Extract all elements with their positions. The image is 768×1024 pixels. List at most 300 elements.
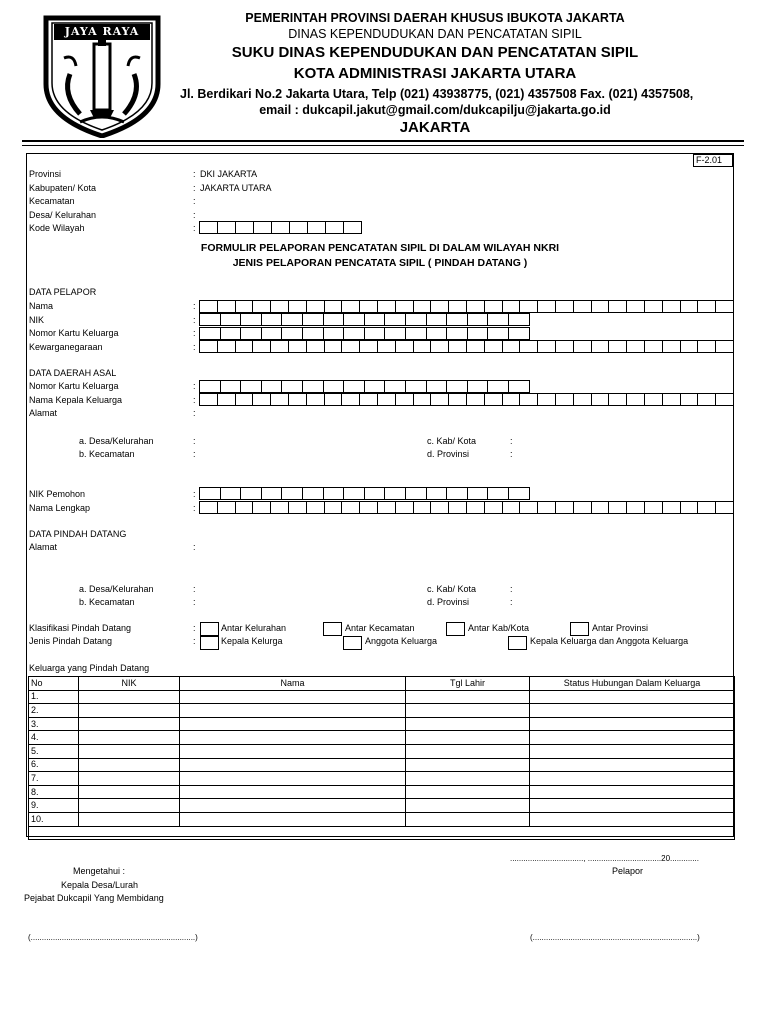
input-box[interactable] <box>591 300 610 313</box>
input-box[interactable] <box>662 501 681 514</box>
label-pindah-alamat: Alamat <box>29 542 58 552</box>
label-kode-wilayah: Kode Wilayah <box>29 223 85 233</box>
input-box[interactable] <box>324 501 343 514</box>
nama-cell[interactable] <box>180 704 406 718</box>
colon: : <box>193 210 196 220</box>
letterhead-rule-thin <box>22 145 744 146</box>
nama-cell[interactable] <box>180 690 406 704</box>
label-asal-kec: b. Kecamatan <box>79 449 135 459</box>
input-box[interactable] <box>426 327 448 340</box>
input-box[interactable] <box>413 501 432 514</box>
input-box[interactable] <box>217 501 236 514</box>
label-asal-nomor-kk: Nomor Kartu Keluarga <box>29 381 119 391</box>
input-box[interactable] <box>680 300 699 313</box>
input-box[interactable] <box>281 380 303 393</box>
nik-boxes[interactable] <box>199 313 529 326</box>
colon: : <box>510 584 513 594</box>
input-box[interactable] <box>519 501 538 514</box>
input-box[interactable] <box>467 313 489 326</box>
input-box[interactable] <box>555 340 574 353</box>
input-box[interactable] <box>555 300 574 313</box>
input-box[interactable] <box>343 221 362 234</box>
asal-nomor-kk-boxes[interactable] <box>199 380 529 393</box>
input-box[interactable] <box>519 300 538 313</box>
label-kewarganegaraan: Kewarganegaraan <box>29 342 103 352</box>
input-box[interactable] <box>487 327 509 340</box>
input-box[interactable] <box>240 327 262 340</box>
input-box[interactable] <box>626 300 645 313</box>
input-box[interactable] <box>323 487 345 500</box>
input-box[interactable] <box>508 487 530 500</box>
status-cell[interactable] <box>530 704 735 718</box>
label-nama: Nama <box>29 301 54 311</box>
input-box[interactable] <box>199 487 221 500</box>
input-box[interactable] <box>573 393 592 406</box>
input-box[interactable] <box>343 487 365 500</box>
signature-left[interactable]: (..........................................................................) <box>28 933 198 942</box>
input-box[interactable] <box>306 340 325 353</box>
nik-cell[interactable] <box>79 785 180 799</box>
input-box[interactable] <box>302 380 324 393</box>
status-cell[interactable] <box>530 731 735 745</box>
input-box[interactable] <box>697 340 716 353</box>
section-data-daerah-asal: DATA DAERAH ASAL <box>29 368 117 378</box>
input-box[interactable] <box>413 300 432 313</box>
input-box[interactable] <box>384 327 406 340</box>
input-box[interactable] <box>252 300 271 313</box>
input-box[interactable] <box>359 393 378 406</box>
checkbox-antar-kelurahan[interactable] <box>200 622 219 636</box>
input-box[interactable] <box>252 340 271 353</box>
input-box[interactable] <box>467 380 489 393</box>
input-box[interactable] <box>626 393 645 406</box>
input-box[interactable] <box>384 380 406 393</box>
tgl-lahir-cell[interactable] <box>406 731 530 745</box>
input-box[interactable] <box>240 313 262 326</box>
header-government: PEMERINTAH PROVINSI DAERAH KHUSUS IBUKOTA JAKARTA <box>245 11 625 25</box>
input-box[interactable] <box>644 300 663 313</box>
input-box[interactable] <box>487 380 509 393</box>
label-nik-pemohon: NIK Pemohon <box>29 489 86 499</box>
input-box[interactable] <box>235 340 254 353</box>
input-box[interactable] <box>519 340 538 353</box>
kode-wilayah-boxes[interactable] <box>199 221 361 234</box>
table-row <box>29 826 735 840</box>
input-box[interactable] <box>306 501 325 514</box>
input-box[interactable] <box>270 340 289 353</box>
input-box[interactable] <box>377 501 396 514</box>
input-box[interactable] <box>270 300 289 313</box>
input-box[interactable] <box>484 340 503 353</box>
input-box[interactable] <box>680 340 699 353</box>
input-box[interactable] <box>502 340 521 353</box>
input-box[interactable] <box>591 393 610 406</box>
input-box[interactable] <box>281 327 303 340</box>
input-box[interactable] <box>467 487 489 500</box>
status-cell[interactable] <box>530 690 735 704</box>
status-cell[interactable] <box>530 785 735 799</box>
input-box[interactable] <box>430 340 449 353</box>
section-data-pelapor: DATA PELAPOR <box>29 287 97 297</box>
input-box[interactable] <box>484 300 503 313</box>
label-pindah-kec: b. Kecamatan <box>79 597 135 607</box>
input-box[interactable] <box>644 501 663 514</box>
input-box[interactable] <box>359 300 378 313</box>
input-box[interactable] <box>359 340 378 353</box>
input-box[interactable] <box>323 380 345 393</box>
input-box[interactable] <box>341 393 360 406</box>
colon: : <box>510 597 513 607</box>
empty-row <box>29 826 735 840</box>
kewarganegaraan-boxes[interactable] <box>199 340 733 353</box>
input-box[interactable] <box>446 380 468 393</box>
colon: : <box>193 489 196 499</box>
input-box[interactable] <box>508 380 530 393</box>
input-box[interactable] <box>217 393 236 406</box>
input-box[interactable] <box>519 393 538 406</box>
nama-cell[interactable] <box>180 744 406 758</box>
input-box[interactable] <box>448 501 467 514</box>
input-box[interactable] <box>413 393 432 406</box>
input-box[interactable] <box>467 327 489 340</box>
nama-cell[interactable] <box>180 772 406 786</box>
input-box[interactable] <box>288 393 307 406</box>
input-box[interactable] <box>302 327 324 340</box>
input-box[interactable] <box>270 501 289 514</box>
input-box[interactable] <box>395 393 414 406</box>
input-box[interactable] <box>261 313 283 326</box>
input-box[interactable] <box>384 313 406 326</box>
label-asal-desa: a. Desa/Kelurahan <box>79 436 154 446</box>
input-box[interactable] <box>405 327 427 340</box>
tgl-lahir-cell[interactable] <box>406 717 530 731</box>
input-box[interactable] <box>377 340 396 353</box>
nik-cell[interactable] <box>79 758 180 772</box>
input-box[interactable] <box>466 340 485 353</box>
input-box[interactable] <box>359 501 378 514</box>
header-nama: Nama <box>180 677 406 691</box>
input-box[interactable] <box>448 393 467 406</box>
input-box[interactable] <box>573 501 592 514</box>
tgl-lahir-cell[interactable] <box>406 772 530 786</box>
colon: : <box>193 503 196 513</box>
colon: : <box>193 315 196 325</box>
input-box[interactable] <box>448 300 467 313</box>
tgl-lahir-cell[interactable] <box>406 785 530 799</box>
input-box[interactable] <box>446 313 468 326</box>
checkbox-kepala-dan-anggota[interactable] <box>508 636 527 650</box>
input-box[interactable] <box>680 501 699 514</box>
input-box[interactable] <box>405 380 427 393</box>
input-box[interactable] <box>608 393 627 406</box>
input-box[interactable] <box>252 393 271 406</box>
input-box[interactable] <box>502 393 521 406</box>
input-box[interactable] <box>302 487 324 500</box>
input-box[interactable] <box>288 340 307 353</box>
colon: : <box>193 223 196 233</box>
tgl-lahir-cell[interactable] <box>406 812 530 826</box>
input-box[interactable] <box>307 221 326 234</box>
input-box[interactable] <box>466 501 485 514</box>
input-box[interactable] <box>626 501 645 514</box>
input-box[interactable] <box>502 300 521 313</box>
nama-cell[interactable] <box>180 785 406 799</box>
tgl-lahir-cell[interactable] <box>406 690 530 704</box>
asal-kepala-boxes[interactable] <box>199 393 733 406</box>
signature-right[interactable]: (..........................................................................) <box>530 933 700 942</box>
status-cell[interactable] <box>530 744 735 758</box>
input-box[interactable] <box>220 487 242 500</box>
tgl-lahir-cell[interactable] <box>406 758 530 772</box>
input-box[interactable] <box>395 501 414 514</box>
input-box[interactable] <box>446 487 468 500</box>
input-box[interactable] <box>662 393 681 406</box>
input-box[interactable] <box>364 313 386 326</box>
input-box[interactable] <box>426 380 448 393</box>
input-box[interactable] <box>364 327 386 340</box>
input-box[interactable] <box>364 380 386 393</box>
nama-cell[interactable] <box>180 799 406 813</box>
input-box[interactable] <box>324 393 343 406</box>
input-box[interactable] <box>377 300 396 313</box>
input-box[interactable] <box>261 327 283 340</box>
input-box[interactable] <box>199 327 221 340</box>
input-box[interactable] <box>323 313 345 326</box>
nik-cell[interactable] <box>79 717 180 731</box>
input-box[interactable] <box>662 300 681 313</box>
input-box[interactable] <box>466 393 485 406</box>
tgl-lahir-cell[interactable] <box>406 704 530 718</box>
input-box[interactable] <box>715 340 734 353</box>
status-cell[interactable] <box>530 799 735 813</box>
label-nomor-kk: Nomor Kartu Keluarga <box>29 328 119 338</box>
nik-cell[interactable] <box>79 799 180 813</box>
input-box[interactable] <box>281 487 303 500</box>
input-box[interactable] <box>341 340 360 353</box>
label-pelapor-sign: Pelapor <box>612 866 644 876</box>
input-box[interactable] <box>484 393 503 406</box>
table-row <box>29 731 735 745</box>
option-kepala-keluarga: Kepala Kelurga <box>221 636 283 646</box>
input-box[interactable] <box>306 300 325 313</box>
input-box[interactable] <box>626 340 645 353</box>
input-box[interactable] <box>324 300 343 313</box>
input-box[interactable] <box>680 393 699 406</box>
input-box[interactable] <box>235 393 254 406</box>
nik-pemohon-boxes[interactable] <box>199 487 529 500</box>
status-cell[interactable] <box>530 772 735 786</box>
input-box[interactable] <box>591 501 610 514</box>
logo <box>40 14 164 138</box>
input-box[interactable] <box>323 327 345 340</box>
input-box[interactable] <box>240 487 262 500</box>
input-box[interactable] <box>288 300 307 313</box>
row-number: 1. <box>29 690 79 704</box>
input-box[interactable] <box>343 313 365 326</box>
input-box[interactable] <box>288 501 307 514</box>
input-box[interactable] <box>235 300 254 313</box>
input-box[interactable] <box>199 393 218 406</box>
input-box[interactable] <box>537 501 556 514</box>
checkbox-anggota-keluarga[interactable] <box>343 636 362 650</box>
input-box[interactable] <box>270 393 289 406</box>
input-box[interactable] <box>487 487 509 500</box>
input-box[interactable] <box>466 300 485 313</box>
input-box[interactable] <box>573 300 592 313</box>
input-box[interactable] <box>715 393 734 406</box>
input-box[interactable] <box>199 501 218 514</box>
nama-lengkap-boxes[interactable] <box>199 501 733 514</box>
input-box[interactable] <box>405 487 427 500</box>
input-box[interactable] <box>484 501 503 514</box>
input-box[interactable] <box>325 221 344 234</box>
input-box[interactable] <box>413 340 432 353</box>
colon: : <box>193 395 196 405</box>
table-row <box>29 690 735 704</box>
input-box[interactable] <box>252 501 271 514</box>
input-box[interactable] <box>395 300 414 313</box>
label-provinsi: Provinsi <box>29 169 62 179</box>
colon: : <box>510 436 513 446</box>
nik-cell[interactable] <box>79 772 180 786</box>
input-box[interactable] <box>341 300 360 313</box>
nik-cell[interactable] <box>79 812 180 826</box>
input-box[interactable] <box>715 501 734 514</box>
nik-cell[interactable] <box>79 704 180 718</box>
input-box[interactable] <box>240 380 262 393</box>
colon: : <box>193 408 196 418</box>
input-box[interactable] <box>281 313 303 326</box>
header-office: SUKU DINAS KEPENDUDUKAN DAN PENCATATAN SIPIL <box>231 44 639 61</box>
input-box[interactable] <box>555 501 574 514</box>
input-box[interactable] <box>199 340 218 353</box>
input-box[interactable] <box>405 313 427 326</box>
nama-cell[interactable] <box>180 717 406 731</box>
input-box[interactable] <box>220 380 242 393</box>
status-cell[interactable] <box>530 812 735 826</box>
input-box[interactable] <box>430 501 449 514</box>
input-box[interactable] <box>426 487 448 500</box>
input-box[interactable] <box>271 221 290 234</box>
input-box[interactable] <box>235 501 254 514</box>
label-kabkota: Kabupaten/ Kota <box>29 183 97 193</box>
header-no: No <box>29 677 79 691</box>
input-box[interactable] <box>608 340 627 353</box>
input-box[interactable] <box>217 300 236 313</box>
colon: : <box>193 542 196 552</box>
checkbox-antar-kecamatan[interactable] <box>323 622 342 636</box>
input-box[interactable] <box>430 393 449 406</box>
input-box[interactable] <box>261 487 283 500</box>
nama-cell[interactable] <box>180 812 406 826</box>
input-box[interactable] <box>253 221 272 234</box>
form-title-line1: FORMULIR PELAPORAN PENCATATAN SIPIL DI DALAM WILAYAH NKRI <box>200 242 560 254</box>
input-box[interactable] <box>384 487 406 500</box>
input-box[interactable] <box>555 393 574 406</box>
input-box[interactable] <box>537 340 556 353</box>
input-box[interactable] <box>430 300 449 313</box>
row-number: 2. <box>29 704 79 718</box>
input-box[interactable] <box>341 501 360 514</box>
nik-cell[interactable] <box>79 744 180 758</box>
input-box[interactable] <box>508 327 530 340</box>
checkbox-kepala-keluarga[interactable] <box>200 636 219 650</box>
input-box[interactable] <box>289 221 308 234</box>
input-box[interactable] <box>591 340 610 353</box>
input-box[interactable] <box>199 313 221 326</box>
input-box[interactable] <box>715 300 734 313</box>
input-box[interactable] <box>448 340 467 353</box>
input-box[interactable] <box>537 393 556 406</box>
input-box[interactable] <box>537 300 556 313</box>
input-box[interactable] <box>608 501 627 514</box>
tgl-lahir-cell[interactable] <box>406 799 530 813</box>
header-department: DINAS KEPENDUDUKAN DAN PENCATATAN SIPIL <box>288 27 582 41</box>
label-nama-lengkap: Nama Lengkap <box>29 503 91 513</box>
input-box[interactable] <box>220 327 242 340</box>
input-box[interactable] <box>487 313 509 326</box>
input-box[interactable] <box>508 313 530 326</box>
input-box[interactable] <box>502 501 521 514</box>
table-row <box>29 717 735 731</box>
input-box[interactable] <box>217 221 236 234</box>
option-antar-kabkota: Antar Kab/Kota <box>468 623 530 633</box>
input-box[interactable] <box>446 327 468 340</box>
input-box[interactable] <box>662 340 681 353</box>
input-box[interactable] <box>697 501 716 514</box>
input-box[interactable] <box>697 300 716 313</box>
input-box[interactable] <box>302 313 324 326</box>
status-cell[interactable] <box>530 758 735 772</box>
input-box[interactable] <box>697 393 716 406</box>
input-box[interactable] <box>199 221 218 234</box>
input-box[interactable] <box>343 380 365 393</box>
nama-cell[interactable] <box>180 731 406 745</box>
nik-cell[interactable] <box>79 731 180 745</box>
input-box[interactable] <box>395 340 414 353</box>
tgl-lahir-cell[interactable] <box>406 744 530 758</box>
input-box[interactable] <box>235 221 254 234</box>
input-box[interactable] <box>343 327 365 340</box>
input-box[interactable] <box>573 340 592 353</box>
input-box[interactable] <box>426 313 448 326</box>
nik-cell[interactable] <box>79 690 180 704</box>
input-box[interactable] <box>324 340 343 353</box>
input-box[interactable] <box>644 393 663 406</box>
colon: : <box>193 196 196 206</box>
input-box[interactable] <box>199 300 218 313</box>
input-box[interactable] <box>608 300 627 313</box>
checkbox-antar-provinsi[interactable] <box>570 622 589 636</box>
colon: : <box>193 381 196 391</box>
colon: : <box>193 449 196 459</box>
input-box[interactable] <box>364 487 386 500</box>
input-box[interactable] <box>220 313 242 326</box>
label-klasifikasi: Klasifikasi Pindah Datang <box>29 623 132 633</box>
nomor-kk-boxes[interactable] <box>199 327 529 340</box>
input-box[interactable] <box>377 393 396 406</box>
input-box[interactable] <box>199 380 221 393</box>
input-box[interactable] <box>217 340 236 353</box>
nama-boxes[interactable] <box>199 300 733 313</box>
table-row <box>29 772 735 786</box>
status-cell[interactable] <box>530 717 735 731</box>
nama-cell[interactable] <box>180 758 406 772</box>
checkbox-antar-kabkota[interactable] <box>446 622 465 636</box>
input-box[interactable] <box>644 340 663 353</box>
input-box[interactable] <box>261 380 283 393</box>
input-box[interactable] <box>306 393 325 406</box>
